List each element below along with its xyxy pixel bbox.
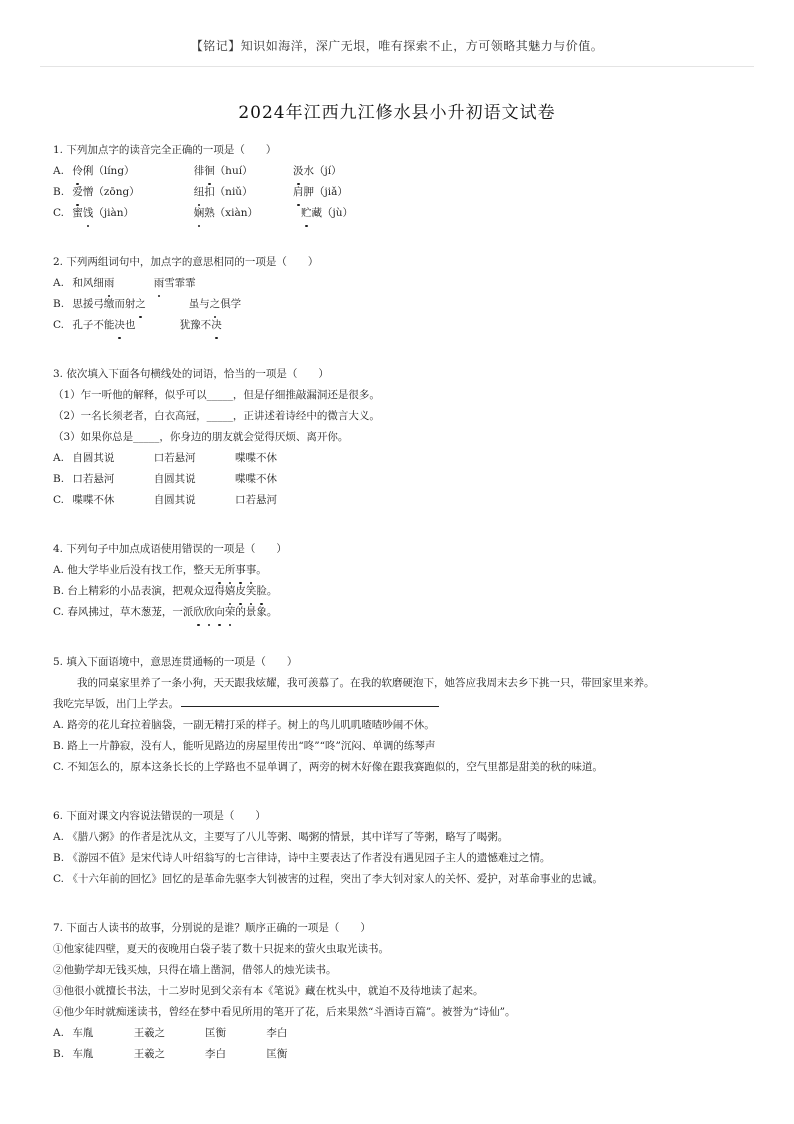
option-a: A. 车胤 王羲之 匡衡 李白 [53,1027,288,1039]
option-a: A. 路旁的花儿耷拉着脑袋，一副无精打采的样子。树上的鸟儿叽叽喳喳吵闹不休。 [53,719,435,731]
dotted-char: 所 [225,560,236,581]
story-3: ③他很小就擅长书法，十二岁时见到父亲有本《笔说》藏在枕头中，就迫不及待地读了起来。 [53,985,484,997]
option-item: 纽扣（niǔ） [194,182,290,203]
option-a: A. 伶俐（líng） 徘徊（huí） 汲水（jí） [53,161,353,182]
option-item: 贮藏（jù） [301,203,353,224]
option-a: A. 和风细雨 雨雪霏霏 [53,273,318,294]
option-c: C. 喋喋不休 自圆其说 口若悬河 [53,494,278,506]
question-3 [53,364,380,511]
dotted-char: 雨 [154,273,165,294]
dotted-char: 娴 [194,203,205,224]
question-stem: 5. 填入下面语境中，意思连贯通畅的一项是（ ） [53,656,298,668]
dotted-char: 饯 [83,203,94,224]
question-7 [53,918,515,1065]
dotted-char: 事 [246,560,257,581]
option-item: 汲水（jí） [293,161,342,182]
option-b: B. 口若悬河 自圆其说 喋喋不休 [53,473,278,485]
option-item: 犹豫不决 [180,315,222,336]
option-b: B. 路上一片静寂，没有人，能听见路边的房屋里传出“咚”“咚”沉闷、单调的练琴声 [53,740,436,752]
option-item: 徘徊（huí） [194,161,290,182]
option-b: B. 思援弓缴而射之 虽与之俱学 [53,294,318,315]
option-a: A. 《腊八粥》的作者是沈从文，主要写了八儿等粥、喝粥的情景，其中详写了等粥，略写了喝粥。 [53,831,509,843]
header-motto: 【铭记】知识如海洋，深广无垠，唯有探索不止，方可领略其魅力与价值。 [190,39,604,53]
option-item: 孔子不能决也 [72,315,176,336]
option-b: B. 台上精彩的小品表演，把观众逗得嬉皮笑脸。 [53,581,287,602]
option-item: 伶俐（líng） [72,161,190,182]
dotted-char: 肩 [293,182,304,203]
dotted-char: 之 [210,294,221,315]
option-c: C. 不知怎么的，原本这条长长的上学路也不显单调了，两旁的树木好像在跟我赛跑似的，空气里都是甜美的秋的味道。 [53,761,603,773]
dotted-char: 雨 [104,273,115,294]
dotted-char: 之 [135,294,146,315]
dotted-char: 无 [214,560,225,581]
question-stem: 6. 下面对课文内容说法错误的一项是（ ） [53,810,266,822]
option-c: C. 孔子不能决也 犹豫不决 [53,315,318,336]
page-title: 2024年江西九江修水县小升初语文试卷 [238,103,556,123]
dotted-char: 皮 [235,581,246,602]
passage-line-1: 我的同桌家里养了一条小狗，天天跟我炫耀，我可羡慕了。在我的软磨硬泡下，她答应我周末去乡下挑一只，带回家里来养。 [77,677,655,689]
sentence-2: （2）一名长须老者，白衣高冠，_____，正讲述着诗经中的微言大义。 [53,410,380,422]
question-stem: 7. 下面古人读书的故事，分别说的是谁？顺序正确的一项是（ ） [53,922,371,934]
question-2 [53,252,318,336]
dotted-char: 爱 [72,182,83,203]
question-4 [53,539,287,623]
option-b: B. 爱憎（zōng） 纽扣（niǔ） 肩胛（jiǎ） [53,182,353,203]
story-2: ②他勤学却无钱买烛，只得在墙上凿洞，借邻人的烛光读书。 [53,964,337,976]
option-item: 和风细雨 [72,273,150,294]
dotted-char: 荣 [225,602,236,623]
dotted-idiom [193,606,235,618]
option-c: C. 蜜饯（jiàn） 娴熟（xiàn） 贮藏（jù） [53,203,353,224]
dotted-char: 汲 [293,161,304,182]
dotted-char: 徊 [204,161,215,182]
sentence-1: （1）乍一听他的解释，似乎可以_____，但是仔细推敲漏洞还是很多。 [53,389,380,401]
option-a: A. 他大学毕业后没有找工作，整天无所事事。 [53,560,287,581]
dotted-char: 决 [211,315,222,336]
option-a: A. 自圆其说 口若悬河 喋喋不休 [53,452,278,464]
dotted-char: 贮 [301,203,312,224]
option-item: 娴熟（xiàn） [194,203,298,224]
dotted-char: 决 [114,315,125,336]
question-stem: 4. 下列句子中加点成语使用错误的一项是（ ） [53,543,287,555]
option-c: C. 《十六年前的回忆》回忆的是革命先驱李大钊被害的过程，突出了李大钊对家人的关怀、爱护，对革命事业的忠诚。 [53,873,603,885]
dotted-char: 伶 [72,161,83,182]
dotted-idiom [225,585,267,597]
option-item: 蜜饯（jiàn） [72,203,190,224]
dotted-char: 欣 [193,602,204,623]
question-stem: 1. 下列加点字的读音完全正确的一项是（ ） [53,144,277,156]
dotted-char: 纽 [194,182,205,203]
option-item: 爱憎（zōng） [72,182,190,203]
answer-blank [181,694,439,707]
story-4: ④他少年时就痴迷读书，曾经在梦中看见所用的笔开了花，后来果然“斗酒诗百篇”。被誉为“诗仙”。 [53,1006,516,1018]
question-stem: 2. 下列两组词句中，加点字的意思相同的一项是（ ） [53,256,319,268]
option-b: B. 车胤 王羲之 李白 匡衡 [53,1048,288,1060]
option-b: B. 《游园不值》是宋代诗人叶绍翁写的七言律诗，诗中主要表达了作者没有遇见园子主人的遗憾难过之情。 [53,852,551,864]
option-item: 雨雪霏霏 [154,273,196,294]
question-stem: 3. 依次填入下面各句横线处的词语，恰当的一项是（ ） [53,368,329,380]
story-1: ①他家徒四壁，夏天的夜晚用白袋子装了数十只捉来的萤火虫取光读书。 [53,943,389,955]
dotted-char: 事 [235,560,246,581]
option-item: 肩胛（jiǎ） [293,182,348,203]
passage-line-2: 我吃完早饭，出门上学去。 [53,694,655,715]
dotted-char: 向 [214,602,225,623]
dotted-char: 脸 [256,581,267,602]
dotted-char: 笑 [246,581,257,602]
dotted-char: 欣 [204,602,215,623]
header-divider [40,66,754,67]
option-item: 虽与之俱学 [189,294,242,315]
question-1 [53,140,353,224]
dotted-char: 嬉 [225,581,236,602]
option-c: C. 春风拂过，草木葱茏，一派欣欣向荣的景象。 [53,602,287,623]
option-item: 思援弓缴而射之 [72,294,185,315]
question-6 [53,806,603,890]
dotted-idiom [214,564,256,576]
sentence-3: （3）如果你总是_____，你身边的朋友就会觉得厌烦、离开你。 [53,431,349,443]
question-5 [53,652,655,778]
